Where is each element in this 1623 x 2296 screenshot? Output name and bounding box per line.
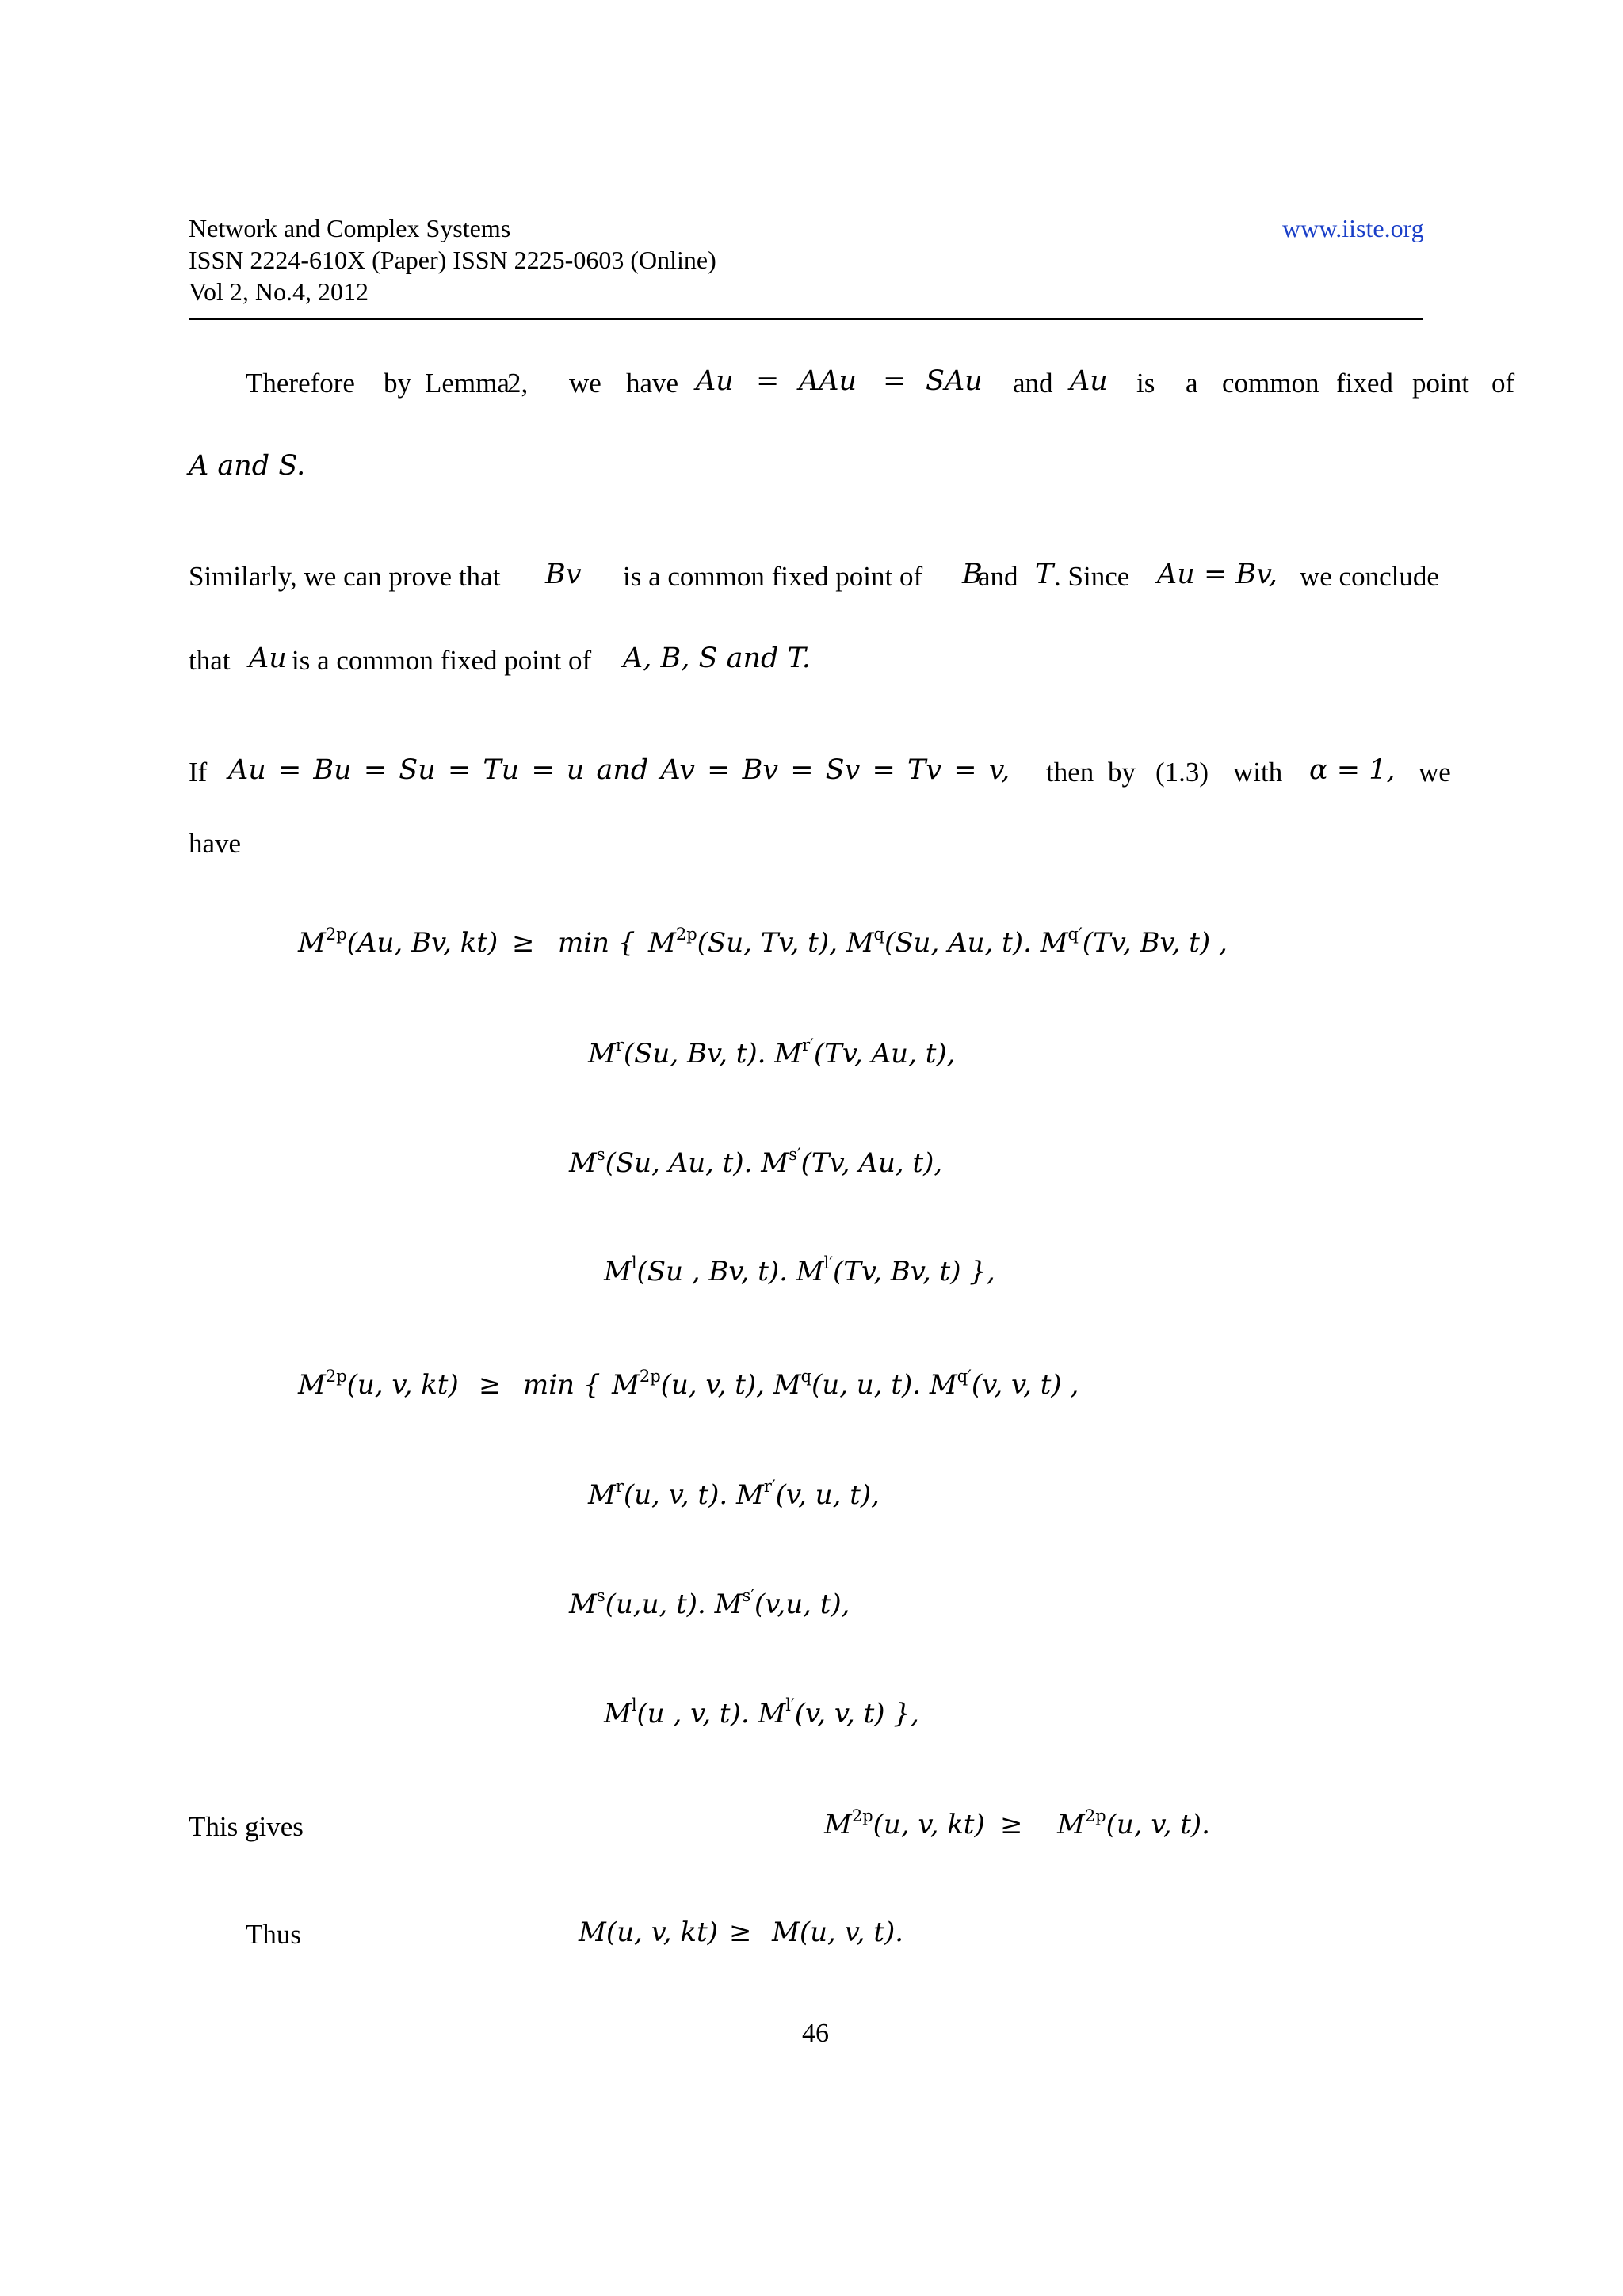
p1-math-line2: A and S. xyxy=(189,450,306,482)
website-link[interactable]: www.iiste.org xyxy=(1282,214,1424,242)
eq1-line2: $M^r(Su$, Bv, t). $M^{r'}(Tv$, Au, t), xyxy=(588,1035,956,1070)
journal-issn: ISSN 2224-610X (Paper) ISSN 2225-0603 (Online) xyxy=(189,246,716,274)
p3-math: Au = Bu = Su = Tu = u and Av = Bv = Sv = Tv = v, xyxy=(228,754,1010,786)
journal-volume: Vol 2, No.4, 2012 xyxy=(189,277,369,306)
p1-word: we xyxy=(569,368,601,399)
p2-text: Similarly, we can prove that xyxy=(189,561,501,592)
p2-math: Au xyxy=(249,643,287,674)
header-rule xyxy=(189,318,1423,320)
p1-word: a xyxy=(1186,368,1198,399)
journal-name: Network and Complex Systems xyxy=(189,214,511,242)
eq2-line2: $M^r(u$, v, t). $M^{r'}(v$, u, t), xyxy=(588,1477,880,1511)
p1-math: SAu xyxy=(926,365,983,397)
eq2-line3: $M^s(u,u$, t). $M^{s'}(v,u$, t), xyxy=(569,1586,850,1620)
p1-word: have xyxy=(626,368,679,399)
p1-math: Au xyxy=(696,365,734,397)
p1-word: of xyxy=(1491,368,1515,399)
p1-word: by xyxy=(384,368,411,399)
p3-math: α = 1, xyxy=(1309,754,1396,786)
p3-text: If xyxy=(189,757,208,788)
eq1-line1: $M^{2p}(Su$, Tv, t), $M^q(Su$, Au, t). $M^{q'}(Tv$, Bv, t) , xyxy=(648,925,1228,959)
p3-text: with xyxy=(1233,757,1283,788)
eq1-relation: ≥ xyxy=(512,927,535,959)
gives-lhs: $M^{2p}(u$, v, kt) xyxy=(824,1806,985,1840)
p3-text: we xyxy=(1419,757,1451,788)
p1-math: AAu xyxy=(799,365,857,397)
eq1-min: min { xyxy=(558,927,636,959)
p2-text: that xyxy=(189,645,231,676)
eq1-line3: $M^s(Su$, Au, t). $M^{s'}(Tv$, Au, t), xyxy=(569,1145,943,1179)
p2-math: A, B, S and T. xyxy=(623,643,811,674)
eq2-line1: $M^{2p}(u$, v, t), $M^q(u$, u, t). $M^{q'}(v$, v, t) , xyxy=(612,1367,1079,1401)
gives-rhs: $M^{2p}(u$, v, t). xyxy=(1057,1806,1210,1840)
p3-text: by xyxy=(1108,757,1136,788)
thus-rhs: M(u, v, t). xyxy=(772,1917,904,1948)
thus-relation: ≥ xyxy=(729,1917,752,1948)
p1-word: Lemma xyxy=(425,368,510,399)
p3-text: then xyxy=(1046,757,1094,788)
p1-word: fixed xyxy=(1336,368,1393,399)
p2-math: B xyxy=(962,559,983,590)
p1-math: Au xyxy=(1070,365,1108,397)
eq2-lhs: $M^{2p}(u$, v, kt) xyxy=(298,1367,459,1401)
gives-text: This gives xyxy=(189,1811,304,1842)
p1-word: point xyxy=(1412,368,1469,399)
page-number: 46 xyxy=(802,2019,829,2048)
thus-text: Thus xyxy=(246,1919,301,1950)
p1-word: 2, xyxy=(507,368,529,399)
thus-lhs: M(u, v, kt) xyxy=(579,1917,718,1948)
p2-text: and xyxy=(978,561,1018,592)
p1-math: = xyxy=(883,365,907,397)
p2-text: is a common fixed point of xyxy=(623,561,923,592)
eq2-relation: ≥ xyxy=(479,1369,502,1401)
p1-word: is xyxy=(1136,368,1155,399)
eq2-line4: $M^l(u$ , v, t). $M^{l'}(v$, v, t) }, xyxy=(604,1695,919,1730)
p3-text: have xyxy=(189,828,242,859)
p2-math: T xyxy=(1035,559,1054,590)
p2-text: we conclude xyxy=(1300,561,1439,592)
gives-relation: ≥ xyxy=(1000,1809,1023,1840)
eq1-line4: $M^l(Su$ , Bv, t). $M^{l'}(Tv$, Bv, t) }, xyxy=(604,1253,995,1287)
eq1-lhs: $M^{2p}(Au$, Bv, kt) xyxy=(298,925,498,959)
p1-word: and xyxy=(1013,368,1053,399)
p1-math: = xyxy=(756,365,780,397)
p1-word: common xyxy=(1222,368,1319,399)
p2-text: is a common fixed point of xyxy=(292,645,592,676)
p3-text: (1.3) xyxy=(1155,757,1209,788)
eq2-min: min { xyxy=(523,1369,601,1401)
p2-text: . Since xyxy=(1054,561,1130,592)
p2-math: Bv xyxy=(545,559,582,590)
p2-math: Au = Bv, xyxy=(1157,559,1277,590)
p1-word: Therefore xyxy=(246,368,355,399)
